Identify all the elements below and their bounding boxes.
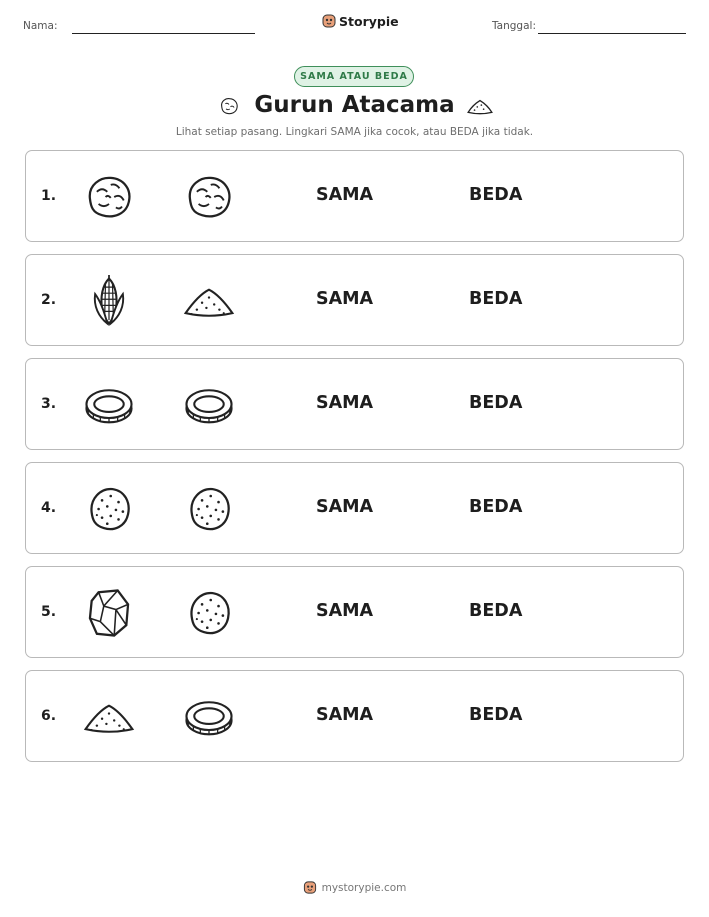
name-field[interactable]	[72, 33, 255, 34]
date-label: Tanggal:	[492, 20, 536, 32]
different-option[interactable]: BEDA	[469, 185, 523, 205]
pair-row-3	[25, 358, 684, 450]
speckled-stone-icon	[83, 483, 135, 535]
row-number: 5.	[41, 604, 57, 620]
pair-row-1	[25, 150, 684, 242]
same-option[interactable]: SAMA	[316, 601, 374, 621]
pair-row-5	[25, 566, 684, 658]
sand-pile-icon	[83, 691, 135, 743]
row-number: 3.	[41, 396, 57, 412]
coin-icon	[83, 379, 135, 431]
corn-icon	[83, 275, 135, 327]
date-field[interactable]	[538, 33, 686, 34]
page-title: Gurun Atacama	[254, 92, 455, 118]
rock-icon	[183, 171, 235, 223]
different-option[interactable]: BEDA	[469, 705, 523, 725]
instructions-text: Lihat setiap pasang. Lingkari SAMA jika cocok, atau BEDA jika tidak.	[175, 126, 534, 138]
footer-url: mystorypie.com	[321, 881, 407, 894]
pair-row-4	[25, 462, 684, 554]
storypie-mascot-icon	[322, 13, 336, 29]
different-option[interactable]: BEDA	[469, 601, 523, 621]
different-option[interactable]: BEDA	[469, 393, 523, 413]
different-option[interactable]: BEDA	[469, 497, 523, 517]
row-number: 4.	[41, 500, 57, 516]
pair-row-2	[25, 254, 684, 346]
sand-pile-icon	[466, 96, 494, 116]
coin-icon	[183, 691, 235, 743]
same-option[interactable]: SAMA	[316, 497, 374, 517]
speckled-stone-icon	[183, 483, 235, 535]
crystal-rock-icon	[83, 587, 135, 639]
footer	[0, 880, 709, 895]
brand-logo	[322, 13, 399, 29]
header-bar	[0, 0, 709, 40]
worksheet-type-badge: SAMA ATAU BEDA	[294, 66, 414, 87]
rock-icon	[83, 171, 135, 223]
different-option[interactable]: BEDA	[469, 289, 523, 309]
storypie-mascot-icon	[303, 880, 317, 895]
row-number: 6.	[41, 708, 57, 724]
same-option[interactable]: SAMA	[316, 705, 374, 725]
brand-name: Storypie	[339, 13, 399, 29]
same-option[interactable]: SAMA	[316, 393, 374, 413]
row-number: 2.	[41, 292, 57, 308]
coin-icon	[183, 379, 235, 431]
speckled-stone-icon	[183, 587, 235, 639]
row-number: 1.	[41, 188, 57, 204]
pair-row-6	[25, 670, 684, 762]
same-option[interactable]: SAMA	[316, 185, 374, 205]
sand-pile-icon	[183, 275, 235, 327]
same-option[interactable]: SAMA	[316, 289, 374, 309]
name-label: Nama:	[23, 20, 58, 32]
